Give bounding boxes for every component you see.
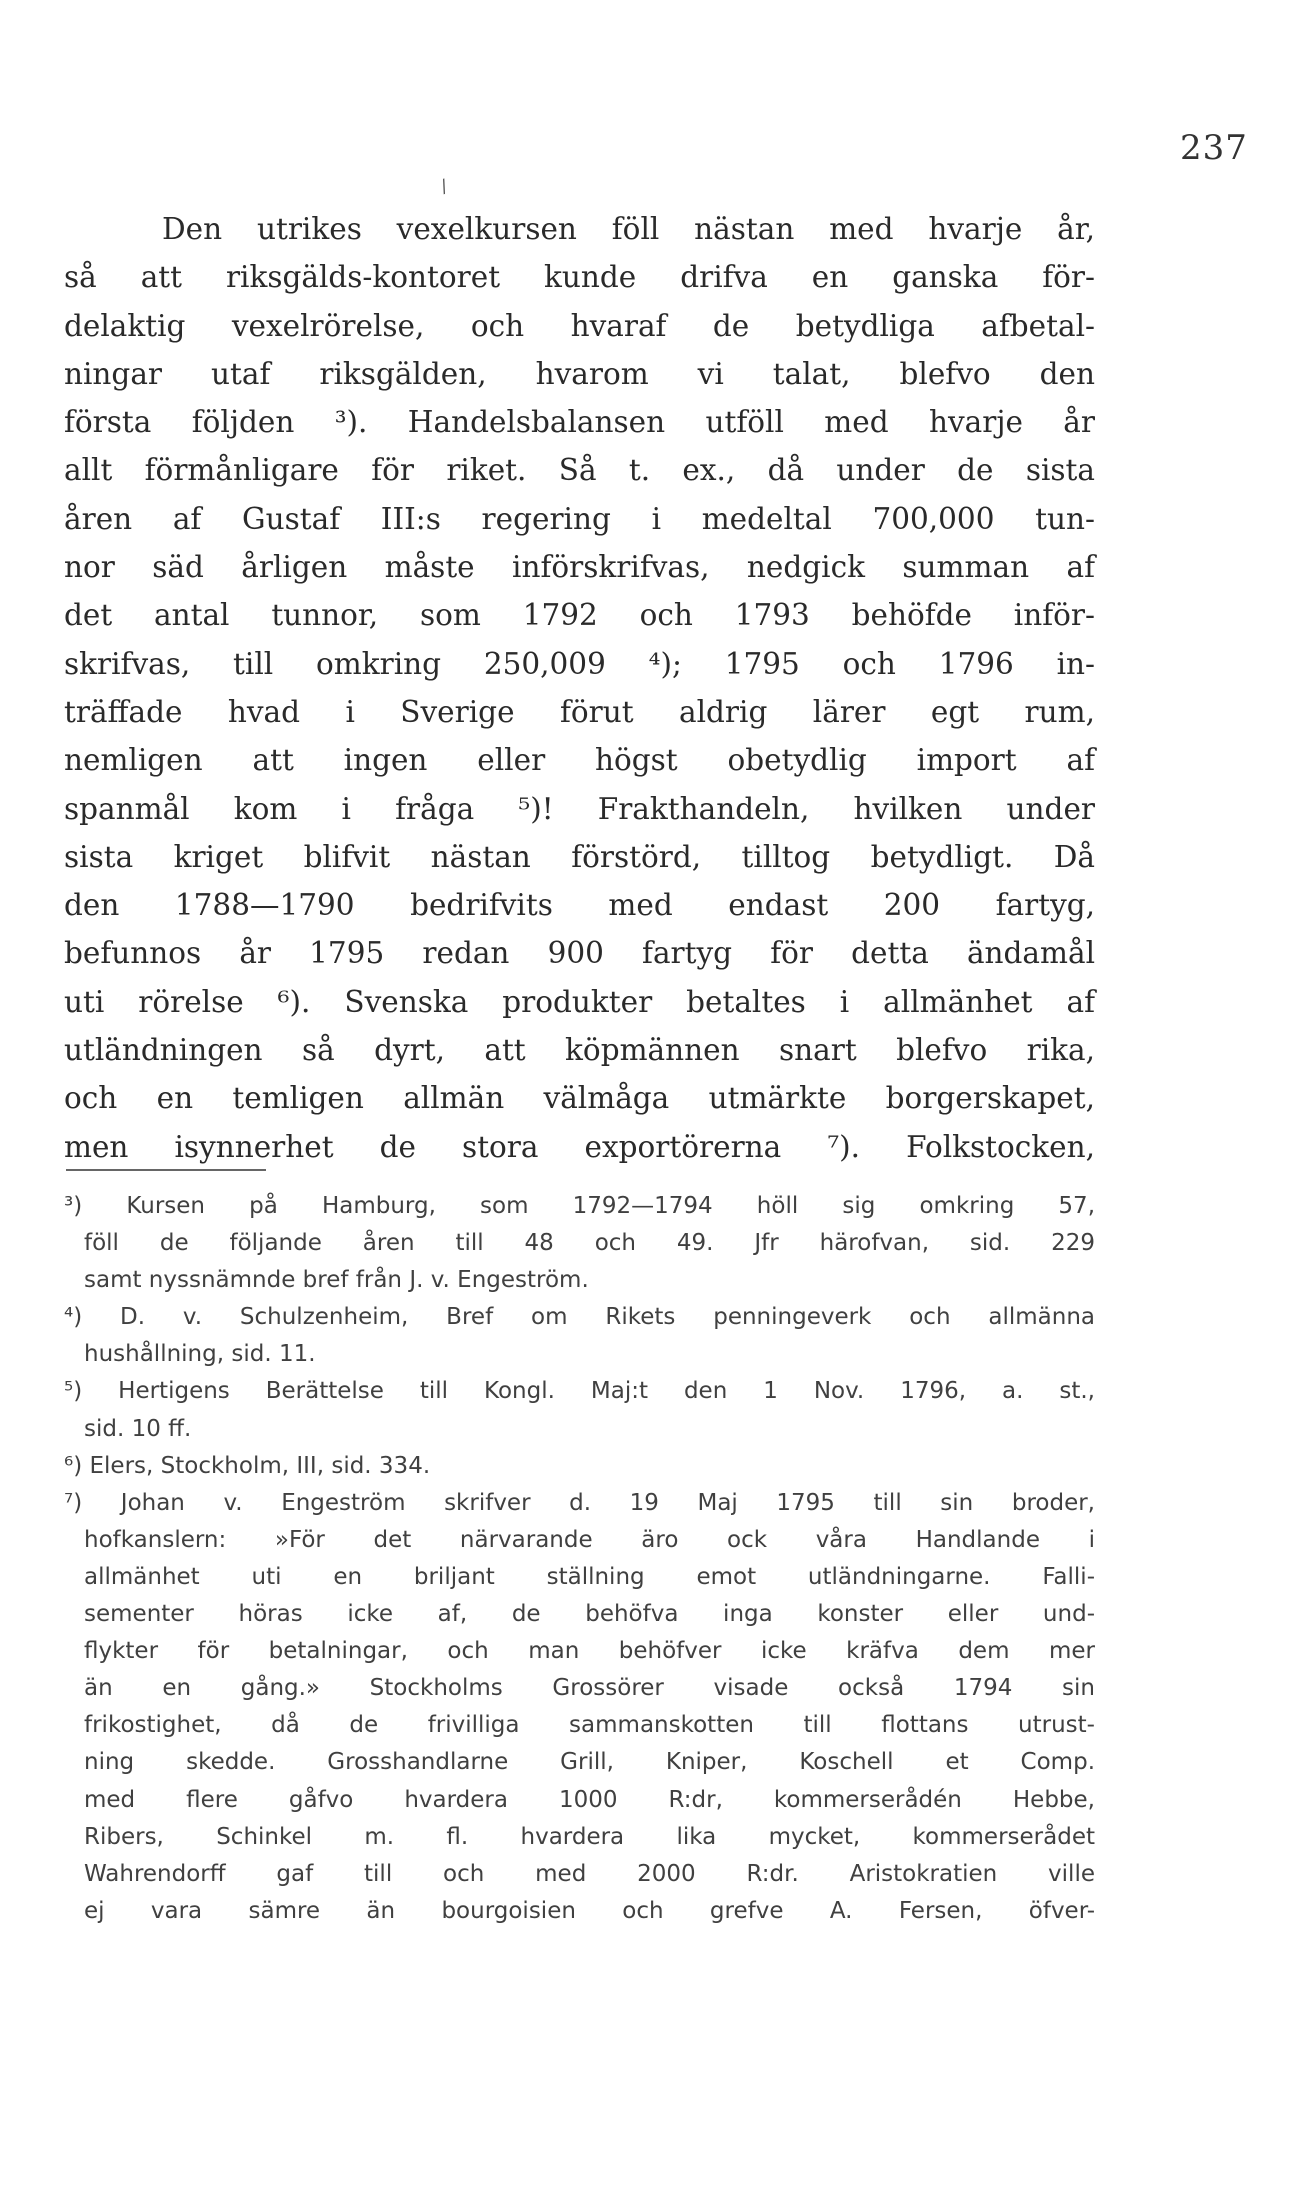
body-line: åren af Gustaf III:s regering i medeltal 700,000 tun-	[64, 501, 1095, 536]
body-line: ningar utaf riksgälden, hvarom vi talat, blefvo den	[64, 356, 1095, 391]
body-line: Den utrikes vexelkursen föll nästan med hvarje år,	[162, 212, 1095, 246]
body-line: delaktig vexelrörelse, och hvaraf de betydliga afbetal-	[64, 308, 1095, 343]
footnote-line: ej vara sämre än bourgoisien och grefve A. Fersen, öfver-	[84, 1897, 1095, 1924]
body-line: nor säd årligen måste införskrifvas, nedgick summan af	[64, 550, 1095, 585]
footnotes	[64, 1188, 1095, 1930]
footnote-line: hofkanslern: »För det närvarande äro ock våra Handlande i	[84, 1526, 1095, 1553]
page-number: 237	[1180, 128, 1248, 168]
body-line: träffade hvad i Sverige förut aldrig lärer egt rum,	[64, 694, 1095, 729]
footnote-line: samt nyssnämnde bref från J. v. Engeström.	[84, 1267, 589, 1294]
body-line: allt förmånligare för riket. Så t. ex., då under de sista	[64, 453, 1095, 488]
footnote-line: sementer höras icke af, de behöfva inga konster eller und-	[84, 1601, 1095, 1628]
footnote-line: Ribers, Schinkel m. fl. hvardera lika mycket, kommerserådet	[84, 1823, 1095, 1850]
footnote-line: hushållning, sid. 11.	[84, 1341, 316, 1368]
footnote-line: än en gång.» Stockholms Grossörer visade också 1794 sin	[84, 1675, 1095, 1702]
footnote-line: ⁷) Johan v. Engeström skrifver d. 19 Maj 1795 till sin broder,	[64, 1489, 1095, 1516]
body-line: skrifvas, till omkring 250,009 ⁴); 1795 och 1796 in-	[64, 646, 1095, 681]
footnote-line: föll de följande åren till 48 och 49. Jfr härofvan, sid. 229	[84, 1230, 1095, 1257]
body-line: den 1788—1790 bedrifvits med endast 200 fartyg,	[64, 888, 1095, 923]
body-line: första följden ³). Handelsbalansen utföll med hvarje år	[64, 405, 1095, 440]
footnote-line: allmänhet uti en briljant ställning emot utländningarne. Falli-	[84, 1563, 1095, 1590]
body-line: spanmål kom i fråga ⁵)! Frakthandeln, hvilken under	[64, 791, 1095, 826]
body-line: nemligen att ingen eller högst obetydlig import af	[64, 743, 1095, 778]
tick-mark: /	[437, 175, 451, 198]
body-text	[64, 205, 1095, 1171]
body-line: men isynnerhet de stora exportörerna ⁷). Folkstocken,	[64, 1129, 1095, 1164]
body-line: sista kriget blifvit nästan förstörd, tilltog betydligt. Då	[64, 839, 1095, 874]
body-line: så att riksgälds-kontoret kunde drifva en ganska för-	[64, 260, 1095, 295]
footnote-line: ³) Kursen på Hamburg, som 1792—1794 höll sig omkring 57,	[64, 1193, 1095, 1219]
body-line: det antal tunnor, som 1792 och 1793 behöfde inför-	[64, 598, 1095, 633]
body-line: uti rörelse ⁶). Svenska produkter betaltes i allmänhet af	[64, 984, 1095, 1019]
footnote-line: ning skedde. Grosshandlarne Grill, Kniper, Koschell et Comp.	[84, 1749, 1095, 1776]
footnote-line: med flere gåfvo hvardera 1000 R:dr, kommerserådén Hebbe,	[84, 1786, 1095, 1813]
footnote-line: flykter för betalningar, och man behöfver icke kräfva dem mer	[84, 1638, 1095, 1665]
body-line: befunnos år 1795 redan 900 fartyg för detta ändamål	[64, 936, 1095, 971]
footnote-line: ⁶) Elers, Stockholm, III, sid. 334.	[64, 1452, 431, 1479]
footnote-line: ⁵) Hertigens Berättelse till Kongl. Maj:t den 1 Nov. 1796, a. st.,	[64, 1378, 1095, 1405]
footnote-line: sid. 10 ff.	[84, 1415, 192, 1442]
footnote-line: Wahrendorff gaf till och med 2000 R:dr. Aristokratien ville	[84, 1860, 1095, 1887]
body-line: utländningen så dyrt, att köpmännen snart blefvo rika,	[64, 1033, 1095, 1068]
footnote-divider	[66, 1169, 266, 1171]
footnote-line: frikostighet, då de frivilliga sammanskotten till flottans utrust-	[84, 1712, 1095, 1739]
body-line: och en temligen allmän välmåga utmärkte borgerskapet,	[64, 1081, 1095, 1116]
footnote-line: ⁴) D. v. Schulzenheim, Bref om Rikets penningeverk och allmänna	[64, 1304, 1095, 1331]
